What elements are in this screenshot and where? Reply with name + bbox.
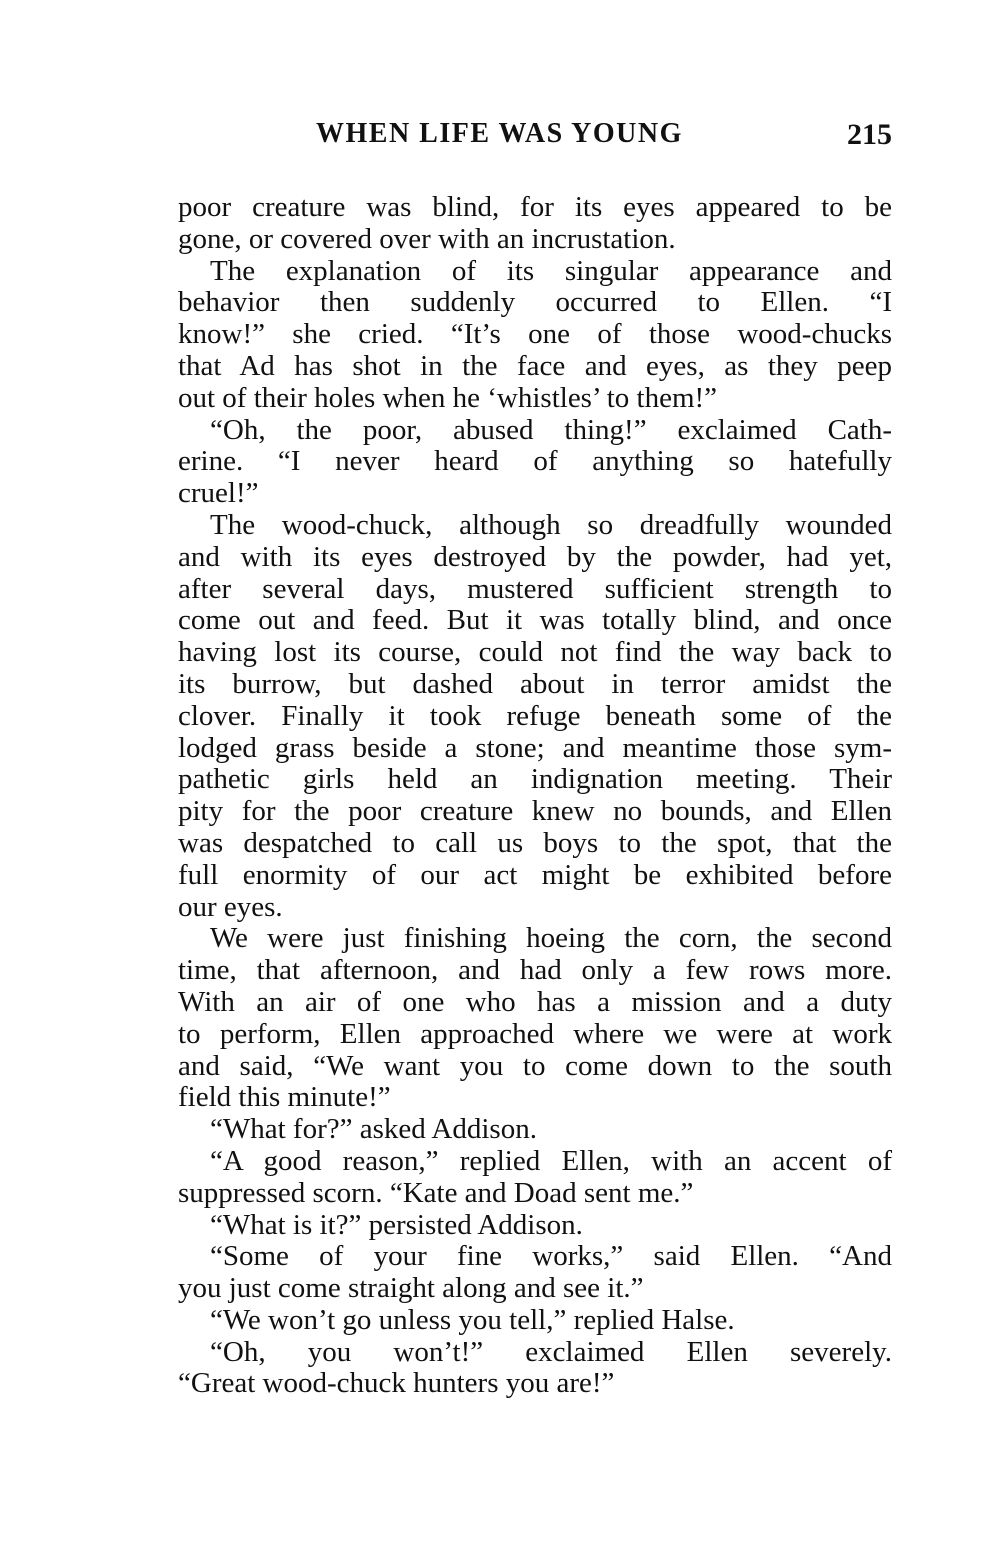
text-line: “We won’t go unless you tell,” replied Halse.: [210, 1303, 735, 1336]
text-line: suppressed scorn. “Kate and Doad sent me.”: [178, 1176, 694, 1209]
text-line: “What is it?” persisted Addison.: [210, 1208, 583, 1241]
page-number: 215: [847, 118, 892, 151]
text-line: time, that afternoon, and had only a few rows more.: [178, 954, 892, 987]
text-line: our eyes.: [178, 890, 283, 923]
text-line: poor creature was blind, for its eyes appeared to be: [178, 191, 892, 223]
text-line: come out and feed. But it was totally blind, and once: [178, 604, 892, 637]
text-line: “A good reason,” replied Ellen, with an accent of: [210, 1144, 892, 1177]
running-title: WHEN LIFE WAS YOUNG: [316, 118, 683, 149]
text-line: “Some of your fine works,” said Ellen. “And: [210, 1240, 892, 1273]
text-line: pathetic girls held an indignation meeting. Their: [178, 763, 892, 796]
body-text: [178, 192, 892, 1400]
text-line: and with its eyes destroyed by the powder, had yet,: [178, 540, 892, 573]
text-line: “Great wood-chuck hunters you are!”: [178, 1367, 615, 1400]
text-line: to perform, Ellen approached where we were at work: [178, 1017, 892, 1050]
text-line: and said, “We want you to come down to the south: [178, 1049, 892, 1082]
page-header: [178, 118, 892, 158]
text-line: “What for?” asked Addison.: [210, 1113, 537, 1146]
text-line: We were just finishing hoeing the corn, the second: [210, 922, 892, 955]
text-line: erine. “I never heard of anything so hatefully: [178, 445, 892, 478]
text-line: full enormity of our act might be exhibited before: [178, 858, 892, 891]
text-line: behavior then suddenly occurred to Ellen. “I: [178, 286, 892, 319]
text-line: know!” she cried. “It’s one of those wood-chucks: [178, 318, 892, 351]
text-line: The explanation of its singular appearance and: [210, 254, 892, 287]
text-line: clover. Finally it took refuge beneath some of the: [178, 699, 892, 732]
text-line: having lost its course, could not find the way back to: [178, 636, 892, 669]
text-line: “Oh, the poor, abused thing!” exclaimed Cath-: [210, 413, 892, 446]
text-line: With an air of one who has a mission and a duty: [178, 985, 892, 1018]
text-line: lodged grass beside a stone; and meantime those sym-: [178, 731, 892, 764]
text-line: its burrow, but dashed about in terror amidst the: [178, 667, 892, 700]
text-line: after several days, mustered sufficient strength to: [178, 572, 892, 605]
text-line: cruel!”: [178, 477, 259, 510]
text-line: pity for the poor creature knew no bounds, and Ellen: [178, 795, 892, 828]
text-line: field this minute!”: [178, 1081, 391, 1114]
text-line: that Ad has shot in the face and eyes, as they peep: [178, 349, 892, 382]
text-line: “Oh, you won’t!” exclaimed Ellen severely.: [210, 1335, 892, 1368]
text-line: out of their holes when he ‘whistles’ to them!”: [178, 381, 718, 414]
text-line: was despatched to call us boys to the spot, that the: [178, 826, 892, 859]
text-line: you just come straight along and see it.”: [178, 1272, 644, 1305]
text-line: gone, or covered over with an incrustation.: [178, 222, 676, 255]
text-line: The wood-chuck, although so dreadfully wounded: [210, 508, 892, 541]
